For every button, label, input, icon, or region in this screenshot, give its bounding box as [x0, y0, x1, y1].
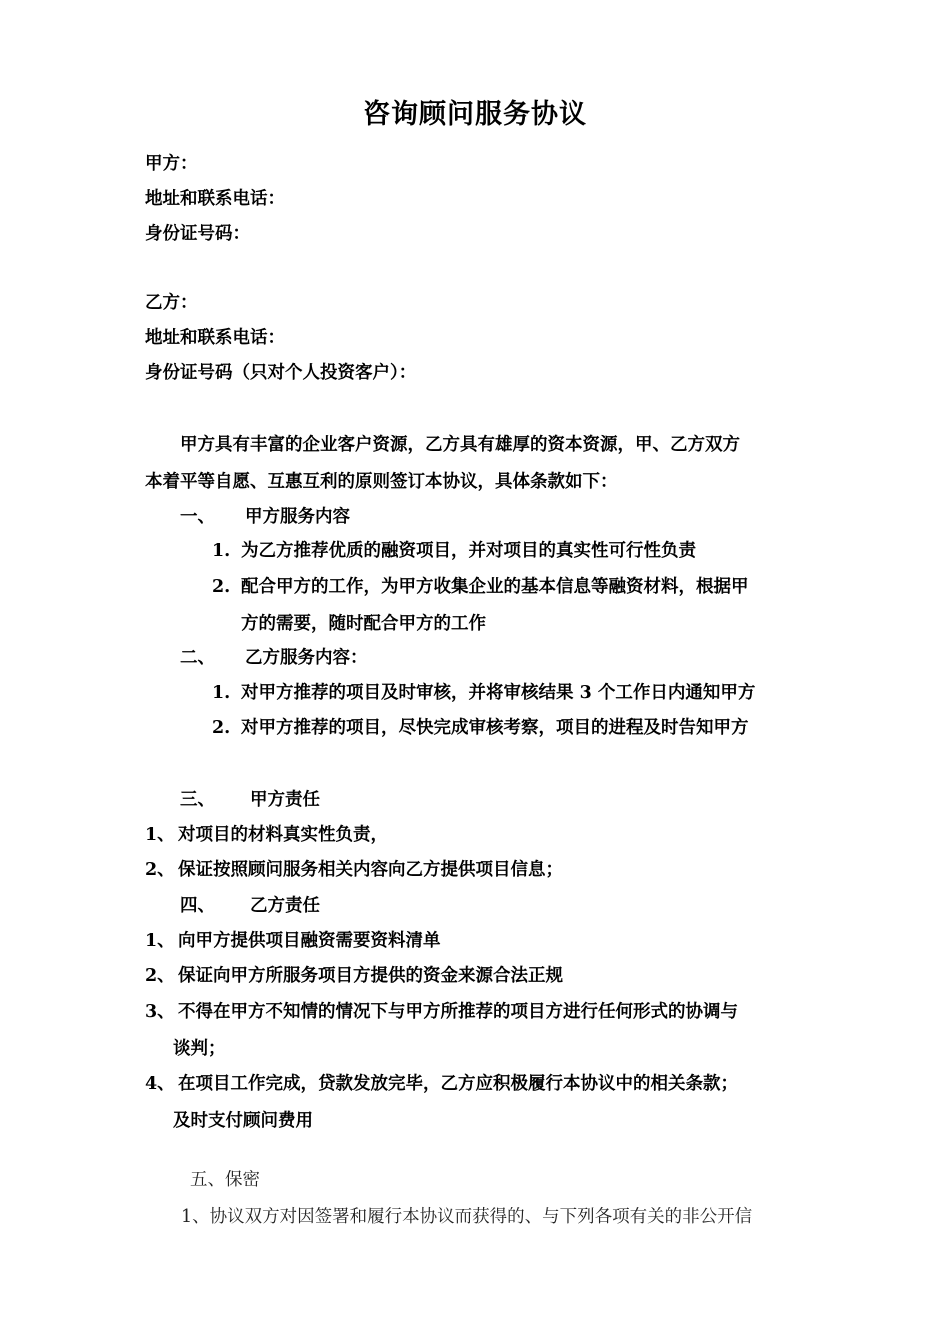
section-4-item-1-number: 1、 — [145, 931, 175, 951]
section-4-item-3-text: 不得在甲方不知情的情况下与甲方所推荐的项目方进行任何形式的协调与 — [178, 1002, 738, 1022]
section-5-line-1: 1、协议双方对因签署和履行本协议而获得的、与下列各项有关的非公开信 — [181, 1207, 753, 1227]
party-a-label: 甲方： — [145, 154, 198, 174]
intro-line-2: 本着平等自愿、互惠互利的原则签订本协议，具体条款如下： — [145, 472, 618, 492]
section-4-item-1-text: 向甲方提供项目融资需要资料清单 — [178, 931, 441, 951]
party-b-address-label: 地址和联系电话： — [145, 328, 285, 348]
section-2-heading: 乙方服务内容： — [245, 648, 368, 668]
section-1-item-1-number: 1. — [212, 541, 231, 561]
party-b-label: 乙方： — [145, 293, 198, 313]
document-title: 咨询顾问服务协议 — [363, 99, 587, 130]
section-3-item-2-text: 保证按照顾问服务相关内容向乙方提供项目信息； — [178, 860, 563, 880]
section-3-heading: 甲方责任 — [250, 790, 320, 810]
section-1-item-2-text: 配合甲方的工作，为甲方收集企业的基本信息等融资材料，根据甲 — [241, 577, 749, 597]
section-3-item-1-text: 对项目的材料真实性负责， — [178, 825, 388, 845]
party-a-id-label: 身份证号码： — [145, 224, 250, 244]
section-4-heading: 乙方责任 — [250, 896, 320, 916]
section-3-item-1-number: 1、 — [145, 825, 175, 845]
section-3-number: 三、 — [180, 790, 215, 810]
section-1-number: 一、 — [180, 507, 215, 527]
section-1-item-2-continuation: 方的需要，随时配合甲方的工作 — [241, 614, 486, 634]
party-b-id-label: 身份证号码（只对个人投资客户）： — [145, 363, 417, 383]
section-2-number: 二、 — [180, 648, 215, 668]
section-4-item-3-number: 3、 — [145, 1002, 175, 1022]
section-4-item-4-number: 4、 — [145, 1074, 175, 1094]
section-2-item-1-number: 1. — [212, 683, 231, 703]
section-4-item-4-continuation: 及时支付顾问费用 — [173, 1111, 313, 1131]
intro-line-1: 甲方具有丰富的企业客户资源，乙方具有雄厚的资本资源，甲、乙方双方 — [180, 435, 740, 455]
section-4-item-4-text: 在项目工作完成，贷款发放完毕，乙方应积极履行本协议中的相关条款； — [178, 1074, 738, 1094]
section-4-item-2-number: 2、 — [145, 966, 175, 986]
section-2-item-2-number: 2. — [212, 718, 231, 738]
section-4-item-3-continuation: 谈判； — [173, 1039, 226, 1059]
section-1-item-2-number: 2. — [212, 577, 231, 597]
section-4-item-2-text: 保证向甲方所服务项目方提供的资金来源合法正规 — [178, 966, 563, 986]
section-2-item-1-text: 对甲方推荐的项目及时审核，并将审核结果 3 个工作日内通知甲方 — [241, 683, 756, 703]
section-4-number: 四、 — [180, 896, 215, 916]
section-1-heading: 甲方服务内容 — [245, 507, 350, 527]
section-2-item-2-text: 对甲方推荐的项目，尽快完成审核考察，项目的进程及时告知甲方 — [241, 718, 749, 738]
section-3-item-2-number: 2、 — [145, 860, 175, 880]
section-5-heading: 五、保密 — [190, 1170, 260, 1190]
section-1-item-1-text: 为乙方推荐优质的融资项目，并对项目的真实性可行性负责 — [241, 541, 696, 561]
party-a-address-label: 地址和联系电话： — [145, 189, 285, 209]
